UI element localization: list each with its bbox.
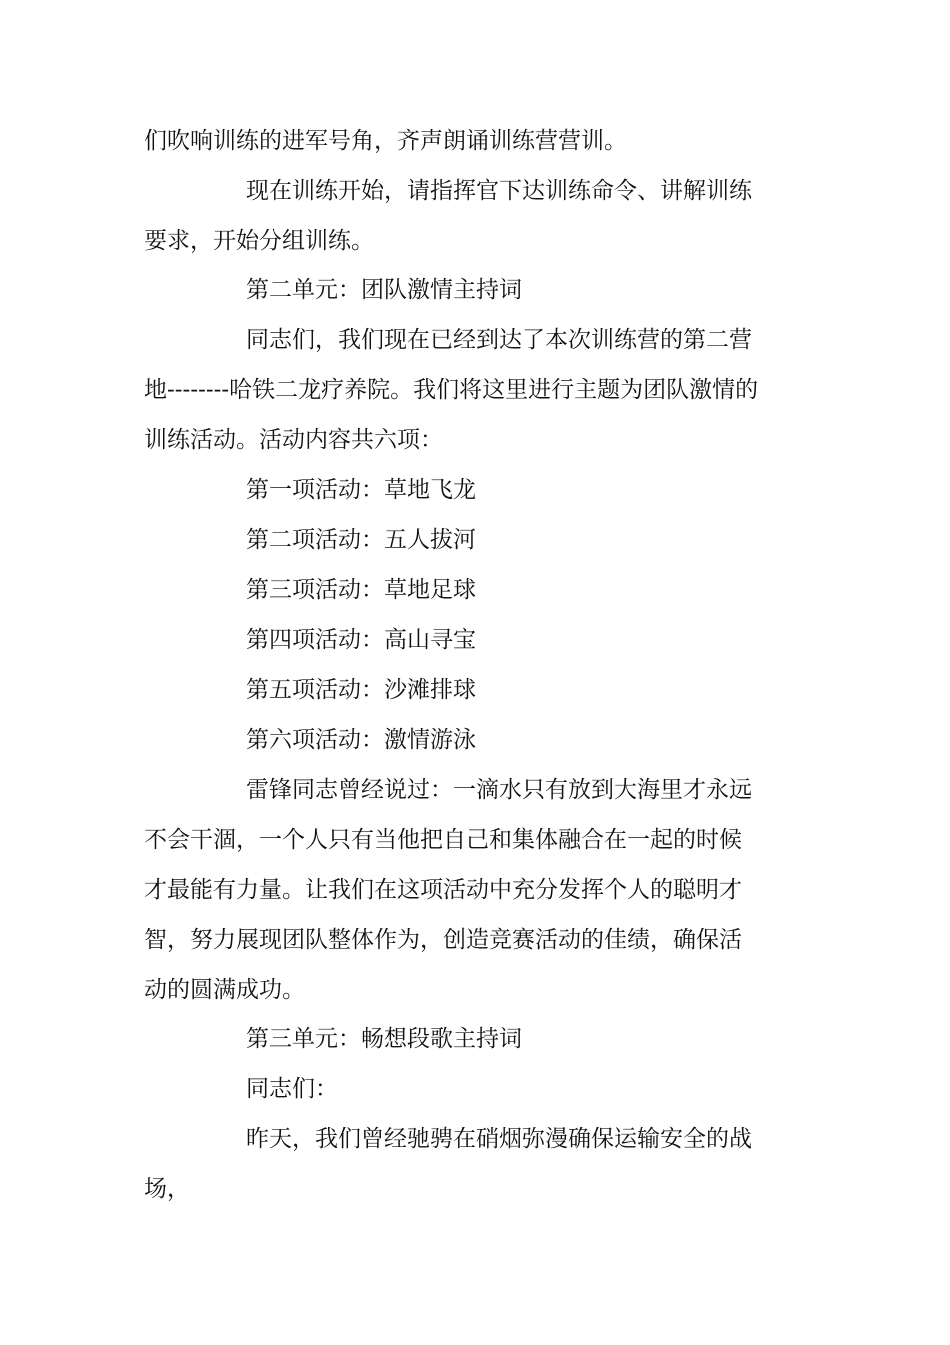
text-line: 昨天，我们曾经驰骋在硝烟弥漫确保运输安全的战 (246, 1126, 752, 1152)
activity-item: 第三项活动：草地足球 (246, 577, 476, 603)
text-line: 智，努力展现团队整体作为，创造竞赛活动的佳绩，确保活 (144, 927, 742, 953)
activity-item: 第四项活动：高山寻宝 (246, 627, 476, 653)
text-line: 地--------哈铁二龙疗养院。我们将这里进行主题为团队激情的 (144, 377, 759, 403)
text-line: 动的圆满成功。 (144, 977, 305, 1003)
text-line: 雷锋同志曾经说过：一滴水只有放到大海里才永远 (246, 777, 752, 803)
activity-item: 第一项活动：草地飞龙 (246, 477, 476, 503)
activity-item: 第六项活动：激情游泳 (246, 727, 476, 753)
text-line: 要求，开始分组训练。 (144, 228, 374, 254)
text-line: 才最能有力量。让我们在这项活动中充分发挥个人的聪明才 (144, 877, 742, 903)
text-line: 不会干涸，一个人只有当他把自己和集体融合在一起的时候 (144, 827, 742, 853)
text-line: 场， (144, 1176, 190, 1202)
text-line: 同志们： (246, 1076, 338, 1102)
activity-item: 第五项活动：沙滩排球 (246, 677, 476, 703)
text-line: 们吹响训练的进军号角，齐声朗诵训练营营训。 (144, 128, 627, 154)
text-line: 同志们，我们现在已经到达了本次训练营的第二营 (246, 327, 752, 353)
section-heading: 第三单元：畅想段歌主持词 (246, 1026, 522, 1052)
section-heading: 第二单元：团队激情主持词 (246, 277, 522, 303)
text-line: 训练活动。活动内容共六项： (144, 427, 443, 453)
activity-item: 第二项活动：五人拔河 (246, 527, 476, 553)
text-line: 现在训练开始，请指挥官下达训练命令、讲解训练 (246, 178, 752, 204)
